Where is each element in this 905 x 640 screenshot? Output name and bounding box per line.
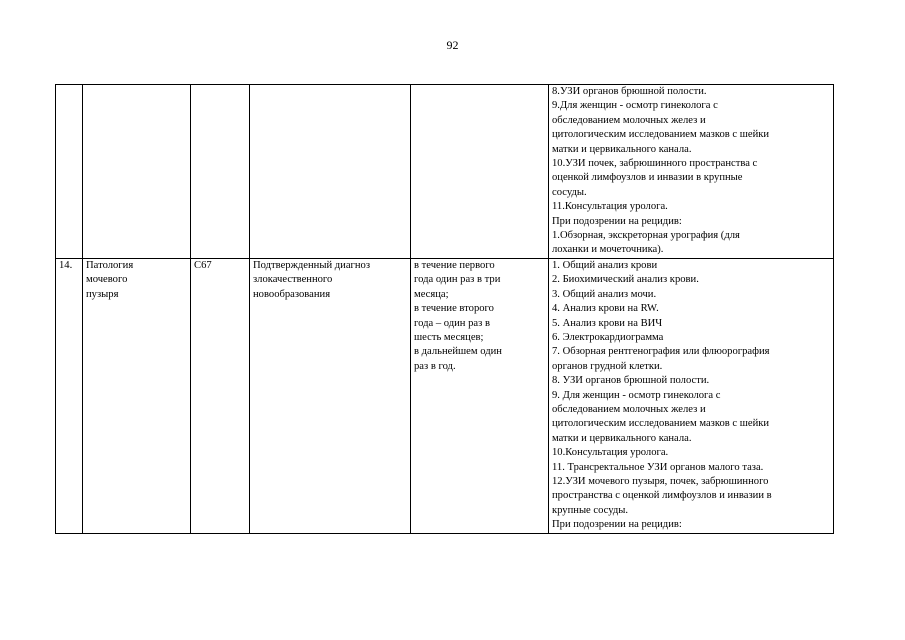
cell-number (56, 85, 83, 259)
cell-code: C67 (191, 258, 250, 533)
frequency-line: шесть месяцев; (414, 331, 484, 343)
frequency-line: раз в год. (414, 360, 456, 372)
cell-diagnosis (250, 258, 411, 533)
exam-line: матки и цервикального канала. (552, 143, 692, 155)
exam-line: 8. УЗИ органов брюшной полости. (552, 375, 710, 387)
exam-line: крупные сосуды. (552, 504, 629, 516)
exam-line: 6. Электрокардиограмма (552, 331, 664, 343)
cell-frequency (411, 258, 549, 533)
frequency-line: в течение второго (414, 303, 494, 315)
exam-line: 2. Биохимический анализ крови. (552, 274, 699, 286)
pathology-line: пузыря (86, 288, 119, 300)
exam-line: 12.УЗИ мочевого пузыря, почек, забрюшинного (552, 475, 769, 487)
exam-line: 3. Общий анализ мочи. (552, 288, 657, 300)
exam-line: 9. Для женщин - осмотр гинеколога с (552, 389, 721, 401)
cell-examinations (549, 258, 834, 533)
exam-line: 10.Консультация уролога. (552, 447, 669, 459)
page-number: 92 (446, 38, 459, 52)
frequency-line: в течение первого (414, 259, 495, 271)
exam-line: матки и цервикального канала. (552, 432, 692, 444)
exam-line: При подозрении на рецидив: (552, 519, 682, 531)
cell-pathology (83, 85, 191, 259)
exam-line: 1.Обзорная, экскреторная урография (для (552, 230, 740, 242)
exam-line: 7. Обзорная рентгенография или флюорография (552, 346, 770, 358)
exam-line: 9.Для женщин - осмотр гинеколога с (552, 100, 718, 112)
table-row-14 (56, 258, 834, 533)
exam-line: оценкой лимфоузлов и инвазии в крупные (552, 172, 743, 184)
diagnosis-line: злокачественного (253, 274, 333, 286)
cell-examinations (549, 85, 834, 259)
table-row-continuation (56, 85, 834, 259)
exam-line: пространства с оценкой лимфоузлов и инвазии в (552, 490, 772, 502)
exam-line: 11. Трансректальное УЗИ органов малого таза. (552, 461, 764, 473)
pathology-line: Патология (86, 259, 134, 271)
exam-line: 5. Анализ крови на ВИЧ (552, 317, 663, 329)
exam-line: цитологическим исследованием мазков с шейки (552, 129, 770, 141)
exam-line: обследованием молочных желез и (552, 403, 706, 415)
exam-line: лоханки и мочеточника). (552, 244, 664, 256)
cell-number: 14. (56, 258, 83, 533)
frequency-line: в дальнейшем один (414, 346, 502, 358)
exam-line: цитологическим исследованием мазков с шейки (552, 418, 770, 430)
exam-line: обследованием молочных желез и (552, 114, 706, 126)
exam-line: 8.УЗИ органов брюшной полости. (552, 86, 707, 97)
exam-line: 11.Консультация уролога. (552, 201, 668, 213)
diagnosis-line: новообразования (253, 288, 331, 300)
frequency-line: месяца; (414, 288, 449, 300)
cell-frequency (411, 85, 549, 259)
cell-diagnosis (250, 85, 411, 259)
exam-line: 1. Общий анализ крови (552, 259, 658, 271)
exam-line: При подозрении на рецидив: (552, 215, 682, 227)
exam-line: 10.УЗИ почек, забрюшинного пространства с (552, 158, 758, 170)
exam-line: 4. Анализ крови на RW. (552, 303, 659, 315)
exam-line: органов грудной клетки. (552, 360, 663, 372)
cell-code (191, 85, 250, 259)
exam-line: сосуды. (552, 186, 587, 198)
pathology-line: мочевого (86, 274, 128, 286)
examination-table (55, 84, 834, 534)
cell-pathology (83, 258, 191, 533)
diagnosis-line: Подтвержденный диагноз (253, 259, 371, 271)
frequency-line: года – один раз в (414, 317, 490, 329)
frequency-line: года один раз в три (414, 274, 501, 286)
